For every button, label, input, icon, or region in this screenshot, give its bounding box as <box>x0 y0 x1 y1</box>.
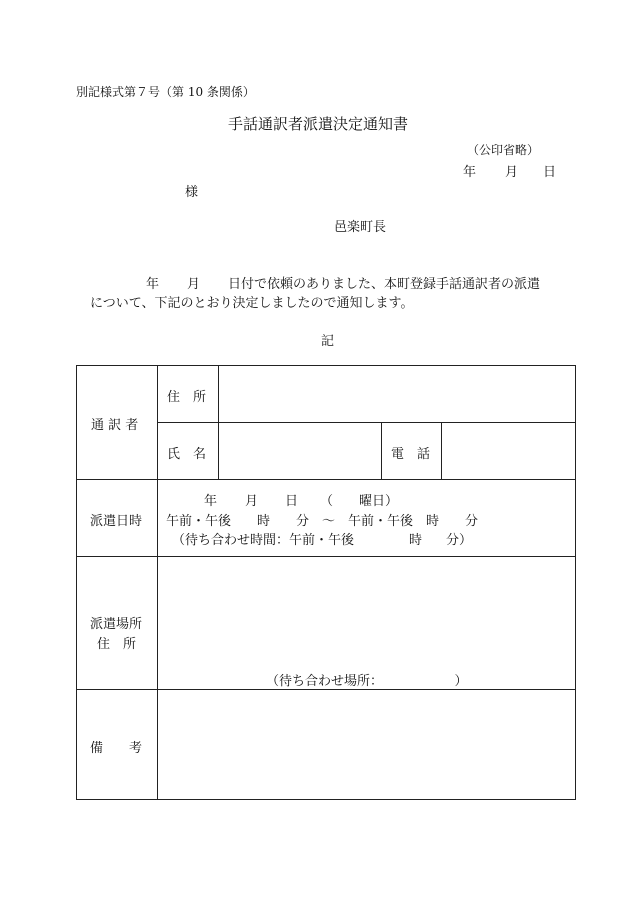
phone-label-right-divider <box>441 422 442 479</box>
address-label: 住 所 <box>167 390 207 405</box>
table-border-right <box>575 365 576 800</box>
issuer-name: 邑楽町長 <box>334 220 387 235</box>
phone-label: 電 話 <box>391 447 431 462</box>
table-border-top <box>76 365 576 366</box>
date-month-label: 月 <box>505 165 519 180</box>
name-label: 氏 名 <box>167 447 207 462</box>
dt-month-label: 月 <box>245 494 259 509</box>
para-year-label: 年 <box>146 277 160 292</box>
form-reference: 別記様式第７号（第 10 条関係） <box>76 85 255 99</box>
row-divider-remarks <box>76 689 576 690</box>
interpreter-label: 通 訳 者 <box>91 418 139 433</box>
phone-label-left-divider <box>381 422 382 479</box>
dt-meeting-time-prefix: （待ち合わせ時間：午前・午後 <box>172 533 355 548</box>
ki-heading: 記 <box>321 334 335 349</box>
dt-meeting-time-min: 分） <box>446 533 473 548</box>
sublabel-column-divider <box>218 365 219 479</box>
place-label-line1: 派遣場所 <box>90 617 143 632</box>
seal-omitted-note: （公印省略） <box>467 143 540 157</box>
dt-day-label: 日 <box>285 494 299 509</box>
para-line1: 日付で依頼のありました、本町登録手話通訳者の派遣 <box>228 277 541 292</box>
para-month-label: 月 <box>187 277 201 292</box>
table-border-bottom <box>76 799 576 800</box>
remarks-label: 備 考 <box>90 741 143 756</box>
date-day-label: 日 <box>543 165 557 180</box>
dt-year-label: 年 <box>204 494 218 509</box>
dt-meeting-time-hour: 時 <box>409 533 423 548</box>
label-column-divider <box>157 365 158 800</box>
dt-weekday: （ 曜日） <box>320 494 399 509</box>
para-line2: について、下記のとおり決定しましたので通知します。 <box>90 296 414 311</box>
meeting-place: （待ち合わせ場所： ） <box>266 674 468 689</box>
row-divider-datetime <box>76 479 576 480</box>
interpreter-subrow-divider <box>157 422 576 423</box>
addressee-suffix: 様 <box>185 185 199 200</box>
place-label-line2: 住 所 <box>97 637 137 652</box>
date-year-label: 年 <box>463 165 477 180</box>
dt-time-range: 午前・午後 時 分 ～ 午前・午後 時 分 <box>166 514 479 529</box>
table-border-left <box>76 365 77 800</box>
document-title: 手話通訳者派遣決定通知書 <box>228 115 409 133</box>
row-divider-place <box>76 556 576 557</box>
dispatch-datetime-label: 派遣日時 <box>90 514 143 529</box>
